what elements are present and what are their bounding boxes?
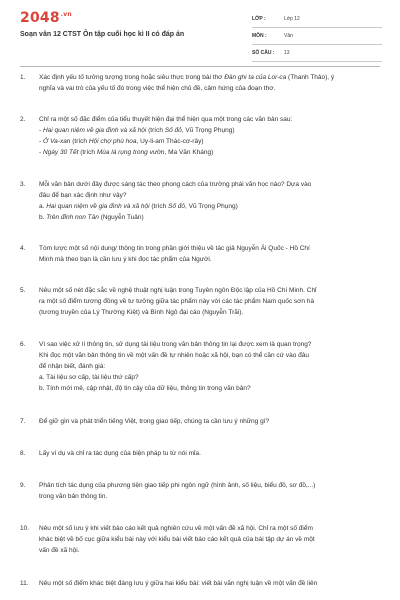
question-line [39,201,384,212]
question-line [39,147,384,158]
header-divider [20,66,380,67]
question-text [39,72,384,94]
question-line [39,534,384,545]
question-text [39,179,384,223]
question-line [39,545,384,556]
meta-row [252,28,382,45]
text-run: , Uy-li-am Thác-cơ-rây) [136,138,204,145]
meta-value: Văn [284,33,293,39]
work-title-text: Hai quan niệm về gia đình và xã hội [46,203,150,210]
work-title-text: Số đỏ [168,203,185,210]
question-text [39,114,384,158]
text-run: Xác định yếu tố tưởng tượng trong hoặc siêu thực trong bài thơ [39,74,225,81]
text-run: Nêu một số nét đặc sắc về nghệ thuật nghị luận trong Tuyên ngôn Độc lập của Hồ Chí Minh. Chỉ [39,287,317,294]
text-run: Tóm lược một số nội dung/ thông tin trong phần giới thiệu về tác giả Nguyễn Ái Quốc - Hồ Chí [39,245,310,252]
text-run: b. [39,214,47,221]
question-line [39,179,384,190]
text-run: nghĩa và vai trò của yếu tố đó trong việc thể hiện chủ đề, cảm hứng của đoạn thơ. [39,85,276,92]
question-line [39,383,384,394]
question-line [39,350,384,361]
text-run: trong văn bản thông tin. [39,493,108,500]
question-line [39,578,384,589]
text-run: - [39,127,43,134]
question-number: 6. [20,341,26,348]
meta-label: MÔN : [252,33,267,39]
text-run: b. Tính mới mẻ, cập nhật, độ tin cậy của dữ liệu, thông tin trong văn bản? [39,385,251,392]
question-number: 4. [20,245,26,252]
question-line [39,307,384,318]
question-number: 8. [20,450,26,457]
text-run: Chỉ ra một số đặc điểm của tiểu thuyết hiện đại thể hiện qua một trong các văn bản sau: [39,116,293,123]
text-run: , Vũ Trọng Phụng) [181,127,235,134]
text-run: (trích [78,149,97,156]
work-title-text: Ngày 30 Tết [42,149,79,156]
document-meta-table [252,11,382,62]
question-line [39,114,384,125]
question-line [39,372,384,383]
text-run: (trích [70,138,89,145]
text-run: ra một số điểm tương đồng về tư tưởng giữa tác phẩm này với các tác phẩm Nam quốc sơn hà [39,298,315,305]
question-line [39,361,384,372]
meta-value: Lớp 12 [284,16,300,22]
meta-value: 13 [284,50,290,56]
question-line [39,72,384,83]
work-title-text: Trên đỉnh non Tản [46,214,99,221]
text-run: vấn đề xã hội. [39,547,80,554]
meta-row [252,11,382,28]
question-text [39,523,384,556]
question-text [39,285,384,318]
text-run: Khi đọc một văn bản thông tin về một vấn đề tự nhiên hoặc xã hội, bạn có thể cần cứ vào đâu [39,352,309,359]
question-line [39,136,384,147]
work-title-text: Mùa lá rụng trong vườn [96,149,165,156]
question-number: 10. [20,525,30,532]
question-number: 3. [20,181,26,188]
work-title-text: Hai quan niệm về gia đình và xã hội [42,127,147,134]
text-run: đâu để bạn xác định như vậy? [39,192,127,199]
question-line [39,448,384,459]
text-run: (Thanh Thảo), ý [286,74,335,81]
text-run: Để giữ gìn và phát triển tiếng Việt, trong giao tiếp, chúng ta cần lưu ý những gì? [39,418,270,425]
meta-label: SỐ CÂU : [252,50,275,56]
logo-tld: .vn [60,11,72,19]
text-run: khác biệt về bố cục giữa kiểu bài này với kiểu bài viết báo cáo kết quả của bài tập dự án về một [39,536,315,543]
text-run: (trích [146,127,165,134]
text-run: , Vũ Trọng Phụng) [185,203,238,210]
text-run: , Ma Văn Kháng) [164,149,214,156]
text-run: (trích [149,203,168,210]
text-run: Minh mà theo bạn là cần lưu ý khi đọc tác phẩm của Người. [39,256,212,263]
text-run: (Nguyễn Tuân) [98,214,144,221]
question-line [39,296,384,307]
work-title-text: Ở Va-xan [42,138,71,145]
document-header [0,0,400,62]
meta-row [252,45,382,62]
text-run: Nêu một số điểm khác biệt đáng lưu ý giữa hai kiểu bài: viết bài văn nghị luận về một vấn đề liên [39,580,318,587]
text-run: - [39,149,43,156]
site-logo[interactable] [20,10,72,26]
question-number: 1. [20,74,26,81]
question-line [39,416,384,427]
question-number: 5. [20,287,26,294]
meta-label: LỚP : [252,16,266,22]
work-title-text: Đàn ghi ta của Lor-ca [224,74,287,81]
question-line [39,480,384,491]
question-line [39,523,384,534]
question-line [39,339,384,350]
text-run: a. Tài liệu sơ cấp, tài liệu thứ cấp? [39,374,139,381]
text-run: - [39,138,43,145]
text-run: Vì sao việc xử lí thông tin, sử dụng tài liệu trong văn bản thông tin lại được xem là quan trọng? [39,341,312,348]
question-text [39,448,384,459]
text-run: Mỗi văn bản dưới đây được sáng tác theo phong cách của trường phái văn học nào? Dựa vào [39,181,312,188]
document-title: Soạn văn 12 CTST Ôn tập cuối học kì II có đáp án [20,31,185,38]
text-run: (tương truyền của Lý Thường Kiệt) và Bình Ngô đại cáo (Nguyễn Trãi). [39,309,244,316]
question-text [39,243,384,265]
question-number: 7. [20,418,26,425]
question-line [39,125,384,136]
question-text [39,578,384,589]
question-line [39,190,384,201]
question-line [39,285,384,296]
work-title-text: Số đỏ [164,127,182,134]
question-text [39,416,384,427]
question-number: 9. [20,482,26,489]
text-run: Phân tích tác dụng của phương tiện giao tiếp phi ngôn ngữ (hình ảnh, số liệu, biểu đồ, sơ đồ,...) [39,482,316,489]
text-run: Lấy ví dụ và chỉ ra tác dụng của biện pháp tu từ nói mỉa. [39,450,201,457]
question-line [39,243,384,254]
text-run: a. [39,203,47,210]
work-title-text: Hội chợ phù hoa [88,138,137,145]
logo-main: 2048 [20,10,60,26]
question-text [39,480,384,502]
question-line [39,83,384,94]
question-line [39,491,384,502]
question-number: 2. [20,116,26,123]
text-run: Nêu một số lưu ý khi viết báo cáo kết quả nghiên cứu về một vấn đề xã hội. Chỉ ra một số điểm [39,525,313,532]
question-text [39,339,384,394]
question-number: 11. [20,580,29,587]
text-run: để nhận biết, đánh giá: [39,363,106,370]
question-line [39,212,384,223]
question-line [39,254,384,265]
